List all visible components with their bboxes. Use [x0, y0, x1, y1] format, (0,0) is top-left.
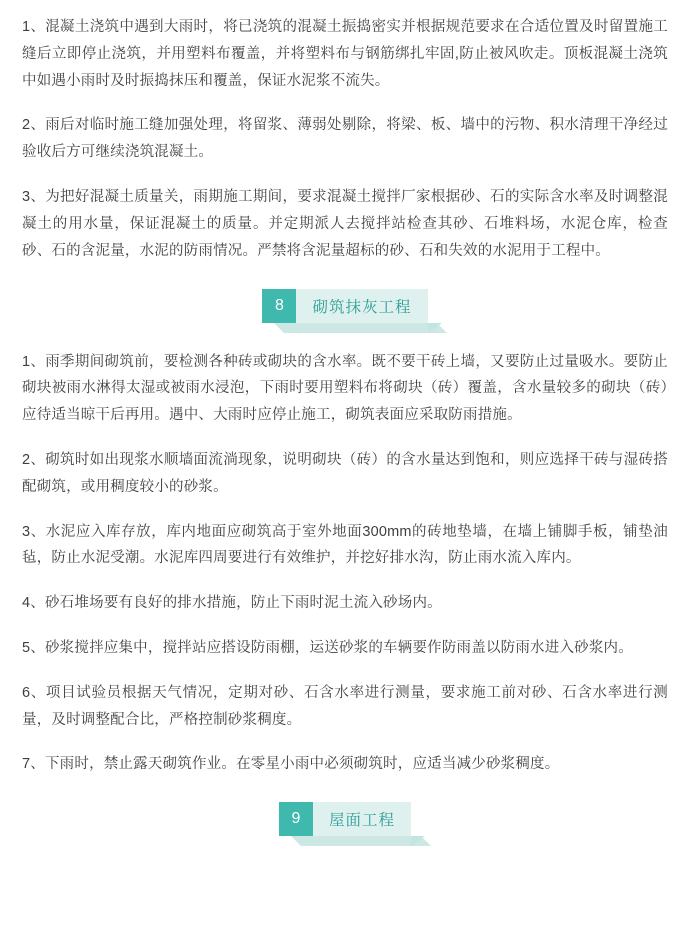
section-heading-9 — [22, 802, 668, 836]
paragraph: 1、混凝土浇筑中遇到大雨时，将已浇筑的混凝土振捣密实并根据规范要求在合适位置及时留置施工缝后立即停止浇筑，并用塑料布覆盖，并将塑料布与钢筋绑扎牢固,防止被风吹走。顶板混凝土浇筑中如遇小雨时及时振捣抹压和覆盖，保证水泥浆不流失。 — [22, 19, 668, 89]
section-title: 屋面工程 — [313, 802, 411, 836]
paragraph: 7、下雨时，禁止露天砌筑作业。在零星小雨中必须砌筑时，应适当减少砂浆稠度。 — [22, 756, 560, 773]
paragraph: 2、砌筑时如出现浆水顺墙面流淌现象，说明砌块（砖）的含水量达到饱和，则应选择干砖与湿砖搭配砌筑，或用稠度较小的砂浆。 — [22, 451, 668, 495]
paragraph: 4、砂石堆场要有良好的排水措施，防止下雨时泥土流入砂场内。 — [22, 595, 442, 612]
paragraph: 2、雨后对临时施工缝加强处理，将留浆、薄弱处剔除，将梁、板、墙中的污物、积水清理干净经过验收后方可继续浇筑混凝土。 — [22, 117, 668, 161]
section-title: 砌筑抹灰工程 — [296, 289, 427, 323]
paragraph: 3、水泥应入库存放，库内地面应砌筑高于室外地面300mm的砖地垫墙，在墙上铺脚手板，铺垫油毡，防止水泥受潮。水泥库四周要进行有效维护，并挖好排水沟，防止雨水流入库内。 — [22, 523, 668, 567]
section-number-badge: 8 — [262, 289, 296, 323]
section-number-badge: 9 — [279, 802, 313, 836]
section-heading-8 — [22, 289, 668, 323]
paragraph: 5、砂浆搅拌应集中，搅拌站应搭设防雨棚，运送砂浆的车辆要作防雨盖以防雨水进入砂浆内。 — [22, 640, 633, 656]
heading-shadow — [274, 323, 447, 333]
paragraph: 1、雨季期间砌筑前，要检测各种砖或砌块的含水率。既不要干砖上墙，又要防止过量吸水。要防止砌块被雨水淋得太湿或被雨水浸泡，下雨时要用塑料布将砌块（砖）覆盖，含水量较多的砌块（砖）应待适当晾干后再用。遇中、大雨时应停止施工，砌筑表面应采取防雨措施。 — [22, 353, 668, 424]
paragraph: 6、项目试验员根据天气情况，定期对砂、石含水率进行测量，要求施工前对砂、石含水率进行测量，及时调整配合比，严格控制砂浆稠度。 — [22, 684, 668, 728]
heading-shadow — [291, 836, 431, 846]
paragraph: 3、为把好混凝土质量关，雨期施工期间，要求混凝土搅拌厂家根据砂、石的实际含水率及时调整混凝土的用水量，保证混凝土的质量。并定期派人去搅拌站检查其砂、石堆料场，水泥仓库，检查砂、石的含泥量，水泥的防雨情况。严禁将含泥量超标的砂、石和失效的水泥用于工程中。 — [22, 189, 668, 259]
